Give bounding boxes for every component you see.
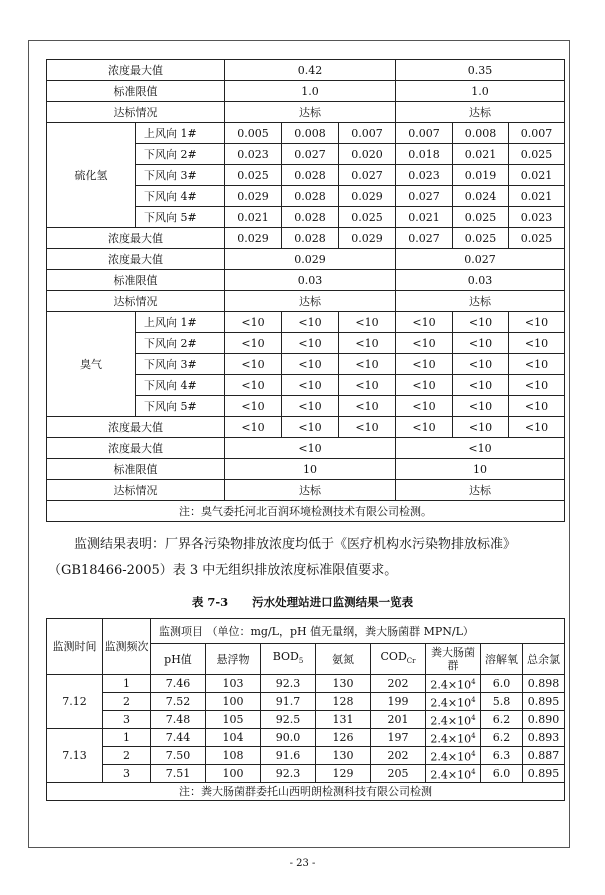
header-row <box>47 619 565 644</box>
header-items: 监测项目 （单位：mg/L，pH 值无量纲，粪大肠菌群 MPN/L） <box>151 619 565 644</box>
value-cell: 6.0 <box>481 675 523 693</box>
value-cell: <10 <box>225 375 282 396</box>
value-cell: <10 <box>225 354 282 375</box>
value-day1: 达标 <box>225 102 396 123</box>
value-cell: <10 <box>509 312 565 333</box>
value-cell: 6.2 <box>481 711 523 729</box>
value-cell: 91.6 <box>261 747 316 765</box>
value-cell: <10 <box>282 354 339 375</box>
table-row <box>47 459 565 480</box>
value-cell: 130 <box>316 675 371 693</box>
value-cell: <10 <box>396 333 453 354</box>
table-row <box>47 675 565 693</box>
value-cell: 91.7 <box>261 693 316 711</box>
value-cell: 126 <box>316 729 371 747</box>
value-cell: 0.005 <box>225 123 282 144</box>
value-cell: <10 <box>339 396 396 417</box>
value-cell: 0.028 <box>282 207 339 228</box>
value-cell: 197 <box>371 729 426 747</box>
table-row <box>47 417 565 438</box>
value-cell <box>426 747 481 765</box>
column-header <box>371 644 426 675</box>
table-row <box>47 228 565 249</box>
value-cell: 103 <box>206 675 261 693</box>
wastewater-table <box>46 618 565 801</box>
value-cell: <10 <box>396 396 453 417</box>
value-cell: 202 <box>371 747 426 765</box>
value-cell: 0.025 <box>509 144 565 165</box>
column-header-text: 悬浮物 <box>216 652 250 666</box>
row-label: 达标情况 <box>47 291 225 312</box>
value-day1: 达标 <box>225 480 396 501</box>
column-header <box>523 644 565 675</box>
value-cell: 0.023 <box>509 207 565 228</box>
value-cell: 0.027 <box>396 228 453 249</box>
value-cell <box>426 711 481 729</box>
header-time <box>47 619 103 675</box>
column-header-text: pH值 <box>164 652 192 666</box>
table-row <box>47 711 565 729</box>
value-day2: 0.35 <box>396 60 565 81</box>
value-cell: 0.027 <box>339 165 396 186</box>
value-cell <box>426 693 481 711</box>
row-label: 浓度最大值 <box>47 249 225 270</box>
value-cell: <10 <box>339 417 396 438</box>
frequency-cell: 1 <box>103 675 151 693</box>
coliform-value: 2.4×10 <box>430 714 472 728</box>
note-row <box>47 783 565 801</box>
value-cell: 0.021 <box>225 207 282 228</box>
value-cell: 7.51 <box>151 765 206 783</box>
table-row <box>47 438 565 459</box>
column-header-text: 溶解氧 <box>485 652 518 666</box>
exponent: 4 <box>471 767 476 776</box>
coliform-value: 2.4×10 <box>430 732 472 746</box>
value-cell: 0.027 <box>282 144 339 165</box>
value-day1: 0.029 <box>225 249 396 270</box>
value-cell: 7.46 <box>151 675 206 693</box>
value-cell: 0.007 <box>509 123 565 144</box>
value-day2: 0.03 <box>396 270 565 291</box>
value-cell: 205 <box>371 765 426 783</box>
value-cell: <10 <box>339 375 396 396</box>
value-cell: <10 <box>509 375 565 396</box>
position-label: 下风向 4# <box>136 375 225 396</box>
value-cell: 0.895 <box>523 693 565 711</box>
position-label: 下风向 3# <box>136 165 225 186</box>
value-cell: 0.008 <box>282 123 339 144</box>
value-cell: 129 <box>316 765 371 783</box>
value-cell: 0.029 <box>339 186 396 207</box>
frequency-cell: 1 <box>103 729 151 747</box>
value-cell: 0.028 <box>282 228 339 249</box>
value-cell: <10 <box>453 312 509 333</box>
caption-number: 表 7-3 <box>191 595 229 609</box>
row-label: 浓度最大值 <box>47 60 225 81</box>
row-label: 浓度最大值 <box>47 417 225 438</box>
value-cell: 7.50 <box>151 747 206 765</box>
value-day1: 达标 <box>225 291 396 312</box>
monitoring-date: 7.13 <box>47 729 103 783</box>
value-day2: 达标 <box>396 102 565 123</box>
value-cell: <10 <box>396 417 453 438</box>
frequency-cell: 3 <box>103 711 151 729</box>
bod-subscript: 5 <box>298 657 304 666</box>
value-cell: 92.3 <box>261 765 316 783</box>
pollutant-name: 臭气 <box>47 312 136 417</box>
value-cell: 0.029 <box>339 228 396 249</box>
value-cell: 130 <box>316 747 371 765</box>
value-cell: 0.019 <box>453 165 509 186</box>
value-cell: 128 <box>316 693 371 711</box>
coliform-value: 2.4×10 <box>430 696 472 710</box>
value-cell: <10 <box>282 333 339 354</box>
table-note: 注：粪大肠菌群委托山西明朗检测科技有限公司检测 <box>47 783 565 801</box>
frequency-cell: 2 <box>103 693 151 711</box>
exponent: 4 <box>471 695 476 704</box>
value-cell: 7.44 <box>151 729 206 747</box>
value-cell: <10 <box>339 312 396 333</box>
exponent: 4 <box>471 677 476 686</box>
position-label: 下风向 5# <box>136 207 225 228</box>
value-cell: <10 <box>339 333 396 354</box>
position-label: 上风向 1# <box>136 312 225 333</box>
value-cell: 90.0 <box>261 729 316 747</box>
table-row <box>47 765 565 783</box>
exponent: 4 <box>471 731 476 740</box>
value-cell: <10 <box>282 417 339 438</box>
value-cell: 7.52 <box>151 693 206 711</box>
value-day1: 0.42 <box>225 60 396 81</box>
value-cell: 105 <box>206 711 261 729</box>
table-row <box>47 249 565 270</box>
column-header-text: 总余氯 <box>527 652 561 666</box>
value-cell: 92.5 <box>261 711 316 729</box>
coliform-value: 2.4×10 <box>430 750 472 764</box>
table-row <box>47 480 565 501</box>
value-cell: 0.007 <box>339 123 396 144</box>
value-cell: <10 <box>282 312 339 333</box>
column-header <box>151 644 206 675</box>
value-cell: <10 <box>453 375 509 396</box>
value-cell: 6.2 <box>481 729 523 747</box>
result-paragraph: 监测结果表明：厂界各污染物排放浓度均低于《医疗机构水污染物排放标准》（GB18466-2005）表 3 中无组织排放浓度标准限值要求。 <box>48 537 517 578</box>
pollutant-name: 硫化氢 <box>47 123 136 228</box>
header-time-text: 监测时间 <box>52 640 97 653</box>
column-header-text: BOD <box>272 649 299 663</box>
value-cell: <10 <box>396 312 453 333</box>
table-row <box>47 81 565 102</box>
value-cell: 6.0 <box>481 765 523 783</box>
row-label: 浓度最大值 <box>47 438 225 459</box>
row-label: 达标情况 <box>47 102 225 123</box>
table-row <box>47 123 565 144</box>
table-row <box>47 270 565 291</box>
value-cell: 131 <box>316 711 371 729</box>
value-cell: <10 <box>509 417 565 438</box>
value-day1: <10 <box>225 438 396 459</box>
value-cell: 0.021 <box>453 144 509 165</box>
column-header <box>206 644 261 675</box>
column-header-text: 粪大肠菌群 <box>431 646 475 672</box>
table-row <box>47 747 565 765</box>
value-cell: 0.893 <box>523 729 565 747</box>
value-cell: 0.029 <box>225 186 282 207</box>
value-cell: 0.021 <box>509 186 565 207</box>
coliform-value: 2.4×10 <box>430 678 472 692</box>
value-day2: 达标 <box>396 291 565 312</box>
value-day2: 达标 <box>396 480 565 501</box>
table-row <box>47 60 565 81</box>
value-cell: 0.898 <box>523 675 565 693</box>
cod-subscript: Cr <box>406 657 416 666</box>
value-day2: <10 <box>396 438 565 459</box>
value-cell: 0.023 <box>225 144 282 165</box>
position-label: 下风向 2# <box>136 144 225 165</box>
header-frequency <box>103 619 151 675</box>
value-cell: 0.025 <box>339 207 396 228</box>
value-cell: 0.029 <box>225 228 282 249</box>
table-note: 注：臭气委托河北百润环境检测技术有限公司检测。 <box>47 501 565 522</box>
value-cell: <10 <box>396 375 453 396</box>
value-cell: 199 <box>371 693 426 711</box>
value-cell: <10 <box>225 312 282 333</box>
table-row <box>47 693 565 711</box>
column-header <box>481 644 523 675</box>
value-cell: 0.028 <box>282 165 339 186</box>
value-cell: <10 <box>453 354 509 375</box>
caption-title: 污水处理站进口监测结果一览表 <box>252 595 414 609</box>
value-cell: 6.3 <box>481 747 523 765</box>
position-label: 下风向 2# <box>136 333 225 354</box>
position-label: 上风向 1# <box>136 123 225 144</box>
value-cell: <10 <box>339 354 396 375</box>
position-label: 下风向 3# <box>136 354 225 375</box>
value-cell: 0.895 <box>523 765 565 783</box>
value-cell: 0.023 <box>396 165 453 186</box>
air-monitoring-table <box>46 59 565 522</box>
value-day2: 1.0 <box>396 81 565 102</box>
value-cell: <10 <box>509 354 565 375</box>
value-day1: 0.03 <box>225 270 396 291</box>
value-cell: <10 <box>225 333 282 354</box>
value-cell: <10 <box>509 396 565 417</box>
value-cell: 0.025 <box>453 228 509 249</box>
value-cell: <10 <box>509 333 565 354</box>
frequency-cell: 3 <box>103 765 151 783</box>
value-cell: 0.028 <box>282 186 339 207</box>
value-cell: 0.027 <box>396 186 453 207</box>
value-cell <box>426 729 481 747</box>
table-caption <box>0 594 605 610</box>
column-header <box>261 644 316 675</box>
value-cell: 0.007 <box>396 123 453 144</box>
value-cell: <10 <box>225 417 282 438</box>
value-cell: <10 <box>282 375 339 396</box>
exponent: 4 <box>471 749 476 758</box>
table-row <box>47 729 565 747</box>
value-cell: 108 <box>206 747 261 765</box>
value-day2: 0.027 <box>396 249 565 270</box>
value-cell: 0.008 <box>453 123 509 144</box>
value-cell: 100 <box>206 765 261 783</box>
value-cell: 202 <box>371 675 426 693</box>
value-cell: 0.021 <box>509 165 565 186</box>
value-cell: <10 <box>453 417 509 438</box>
table-row <box>47 312 565 333</box>
coliform-value: 2.4×10 <box>430 768 472 782</box>
table-row <box>47 102 565 123</box>
value-cell: 0.887 <box>523 747 565 765</box>
page-number: - 23 - <box>289 858 316 869</box>
value-cell: 0.025 <box>453 207 509 228</box>
row-label: 达标情况 <box>47 480 225 501</box>
value-day1: 1.0 <box>225 81 396 102</box>
value-cell: <10 <box>282 396 339 417</box>
value-cell: <10 <box>396 354 453 375</box>
position-label: 下风向 5# <box>136 396 225 417</box>
value-cell <box>426 765 481 783</box>
value-cell: 0.024 <box>453 186 509 207</box>
row-label: 标准限值 <box>47 81 225 102</box>
column-header <box>316 644 371 675</box>
value-cell: 104 <box>206 729 261 747</box>
frequency-cell: 2 <box>103 747 151 765</box>
column-header-text: 氨氮 <box>332 652 354 666</box>
position-label: 下风向 4# <box>136 186 225 207</box>
value-cell: 0.025 <box>225 165 282 186</box>
note-row <box>47 501 565 522</box>
column-header <box>426 644 481 675</box>
value-cell: 0.021 <box>396 207 453 228</box>
row-label: 标准限值 <box>47 270 225 291</box>
value-cell: 7.48 <box>151 711 206 729</box>
value-cell: 0.025 <box>509 228 565 249</box>
row-label: 浓度最大值 <box>47 228 225 249</box>
row-label: 标准限值 <box>47 459 225 480</box>
column-header-text: COD <box>380 649 407 663</box>
value-cell: <10 <box>453 396 509 417</box>
value-cell: 5.8 <box>481 693 523 711</box>
value-cell <box>426 675 481 693</box>
value-day2: 10 <box>396 459 565 480</box>
header-frequency-text: 监测频次 <box>104 640 149 653</box>
value-cell: 0.890 <box>523 711 565 729</box>
value-cell: 100 <box>206 693 261 711</box>
table-row <box>47 291 565 312</box>
value-cell: <10 <box>453 333 509 354</box>
value-cell: <10 <box>225 396 282 417</box>
exponent: 4 <box>471 713 476 722</box>
value-cell: 201 <box>371 711 426 729</box>
value-cell: 92.3 <box>261 675 316 693</box>
value-cell: 0.018 <box>396 144 453 165</box>
monitoring-date: 7.12 <box>47 675 103 729</box>
value-cell: 0.020 <box>339 144 396 165</box>
value-day1: 10 <box>225 459 396 480</box>
